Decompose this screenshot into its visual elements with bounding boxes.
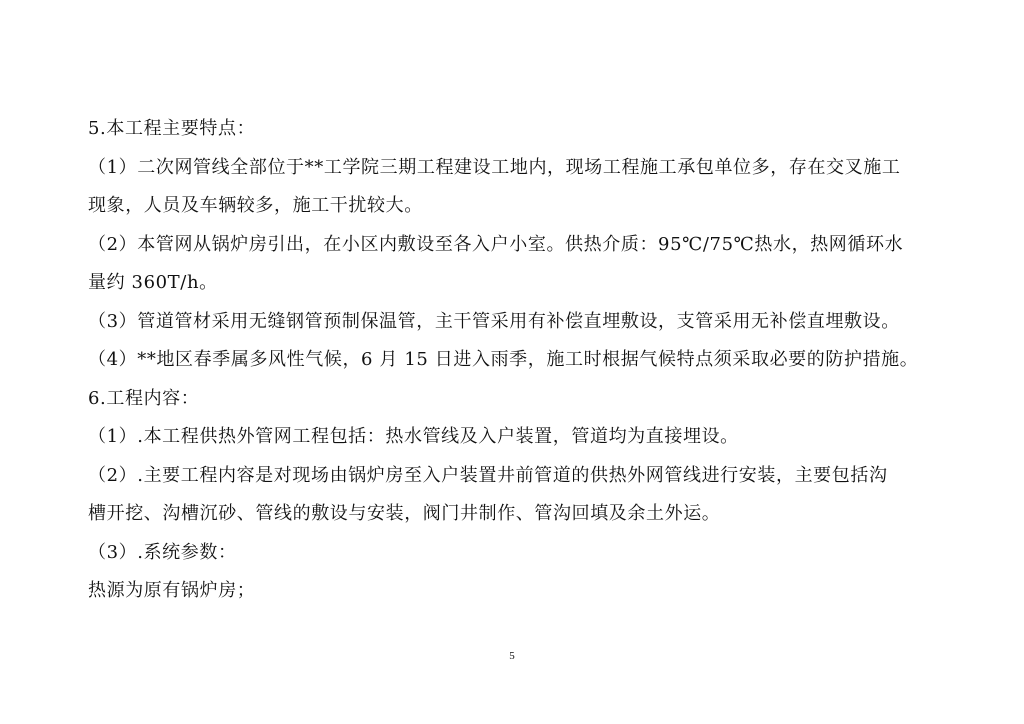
paragraph-line: （3）.系统参数： [88, 541, 237, 563]
paragraph-line: （1）二次网管线全部位于**工学院三期工程建设工地内，现场工程施工承包单位多，存在交叉施工 [88, 156, 901, 178]
paragraph-line: （2）本管网从锅炉房引出，在小区内敷设至各入户小室。供热介质：95℃/75℃热水，热网循环水 [88, 233, 904, 255]
page-number: 5 [509, 650, 515, 662]
paragraph-line: 热源为原有锅炉房； [88, 580, 256, 601]
paragraph-line: （2）.主要工程内容是对现场由锅炉房至入户装置井前管道的供热外网管线进行安装，主要包括沟 [88, 464, 888, 486]
paragraph-line: 槽开挖、沟槽沉砂、管线的敷设与安装，阀门井制作、管沟回填及余土外运。 [88, 503, 721, 524]
paragraph-line: （1）.本工程供热外管网工程包括：热水管线及入户装置，管道均为直接埋设。 [88, 426, 739, 447]
paragraph-line: 现象，人员及车辆较多，施工干扰较大。 [88, 195, 423, 216]
document-body [88, 110, 948, 611]
paragraph-line: （3）管道管材采用无缝钢管预制保温管，主干管采用有补偿直埋敷设，支管采用无补偿直埋敷设。 [88, 310, 900, 332]
paragraph-line: 量约 360T/h。 [88, 272, 218, 293]
section-heading-features: 5.本工程主要特点： [88, 118, 256, 139]
section-heading-content: 6.工程内容： [88, 387, 200, 409]
paragraph-line: （4）**地区春季属多风性气候，6 月 15 日进入雨季，施工时根据气候特点须采取必要的防护措施。 [88, 349, 919, 370]
